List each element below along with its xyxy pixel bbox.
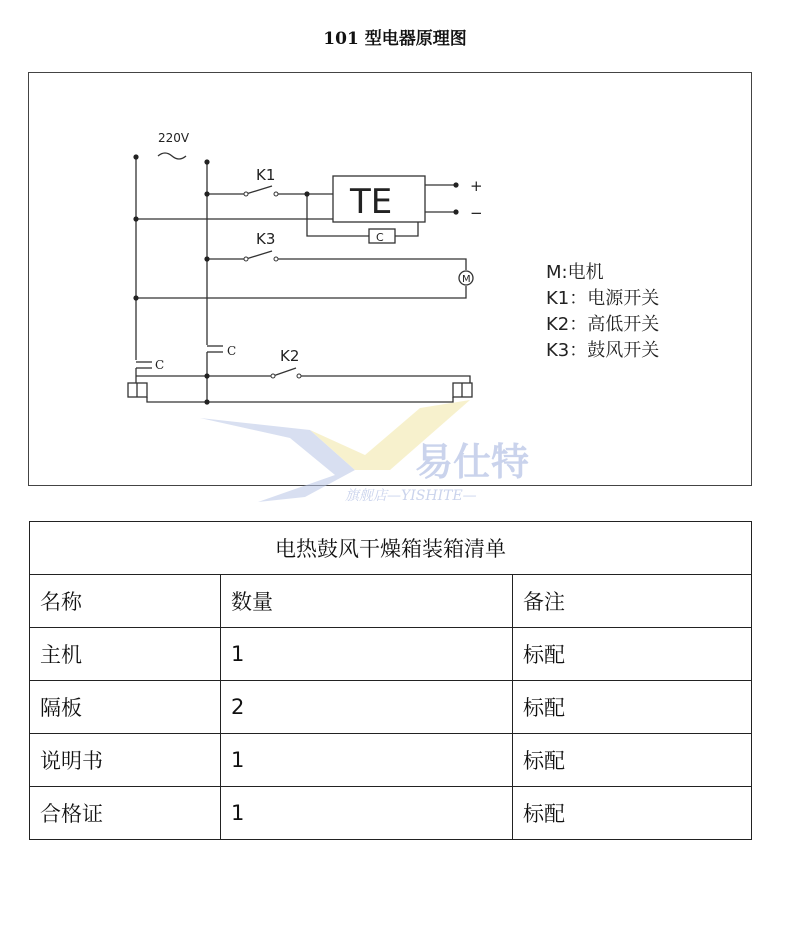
table-row <box>30 681 752 734</box>
watermark <box>200 400 529 504</box>
k2-label: K2 <box>280 347 300 365</box>
legend-item-k3: K3：鼓风开关 <box>546 340 660 361</box>
te-label: TE <box>350 182 393 222</box>
cell-quantity: 1 <box>221 734 513 787</box>
watermark-brand: 易仕特 <box>415 440 530 484</box>
cell-name: 说明书 <box>30 734 221 787</box>
cell-remark: 标配 <box>513 734 752 787</box>
k1-label: K1 <box>256 166 276 184</box>
header-quantity: 数量 <box>221 575 513 628</box>
header-name: 名称 <box>30 575 221 628</box>
cell-quantity: 2 <box>221 681 513 734</box>
legend-item-k1: K1：电源开关 <box>546 288 660 309</box>
table-row <box>30 787 752 840</box>
cap-mid-label: C <box>227 344 237 358</box>
sensor-label: C <box>376 231 384 244</box>
voltage-label: 220V <box>158 131 190 145</box>
header-remark: 备注 <box>513 575 752 628</box>
packing-list-title-row <box>30 522 752 575</box>
k2-switch-blade <box>273 368 296 376</box>
cell-name: 合格证 <box>30 787 221 840</box>
cell-name: 主机 <box>30 628 221 681</box>
table-header-row <box>30 575 752 628</box>
page-title: 101 型电器原理图 <box>323 29 467 49</box>
packing-list-table <box>29 521 752 840</box>
cell-quantity: 1 <box>221 787 513 840</box>
cell-name: 隔板 <box>30 681 221 734</box>
k3-label: K3 <box>256 230 276 248</box>
k1-switch-blade <box>246 186 272 194</box>
cell-remark: 标配 <box>513 628 752 681</box>
table-row <box>30 628 752 681</box>
junction-dots <box>133 154 458 404</box>
motor-label: M <box>462 274 471 285</box>
minus-label: − <box>470 204 483 222</box>
watermark-logo-shape <box>200 418 355 502</box>
cell-quantity: 1 <box>221 628 513 681</box>
packing-list-title: 电热鼓风干燥箱装箱清单 <box>30 522 752 575</box>
k3-switch-blade <box>246 251 272 259</box>
cap-left-label: C <box>155 358 165 372</box>
plus-label: + <box>470 177 483 195</box>
legend-item-k2: K2：高低开关 <box>546 314 660 335</box>
cell-remark: 标配 <box>513 681 752 734</box>
ac-tilde <box>158 153 186 159</box>
legend-item-motor: M:电机 <box>546 262 604 283</box>
cell-remark: 标配 <box>513 787 752 840</box>
diagram-legend <box>546 260 659 364</box>
watermark-sub: 旗舰店—YISHITE— <box>345 488 477 504</box>
table-row <box>30 734 752 787</box>
